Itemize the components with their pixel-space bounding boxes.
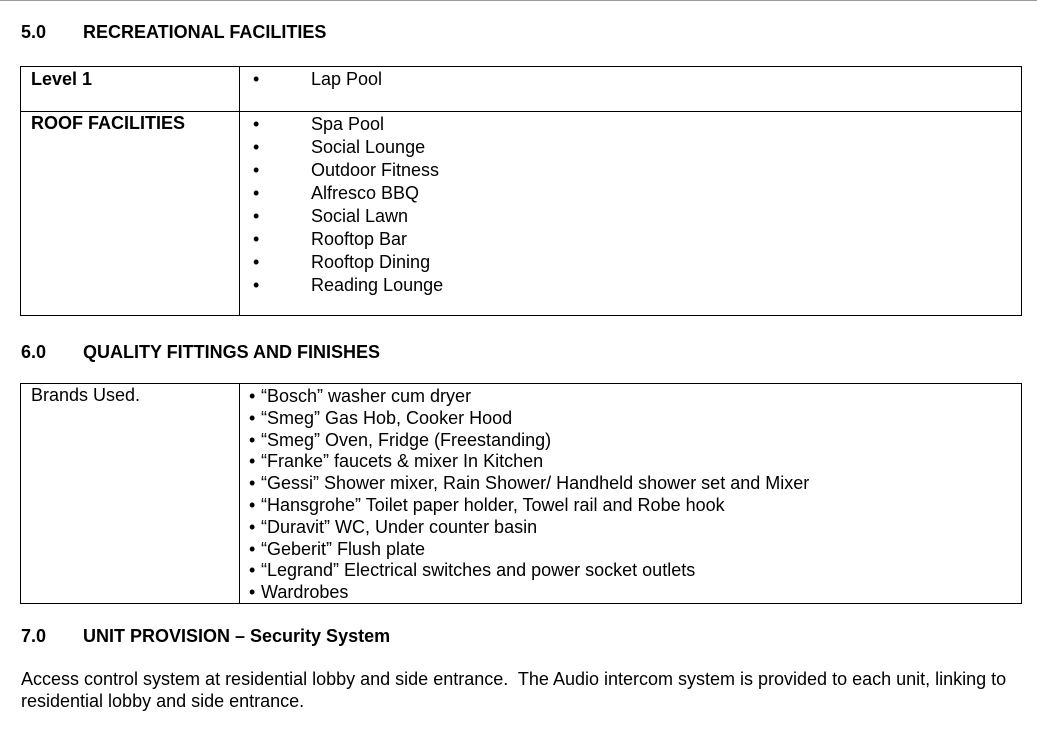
row-items-level-1 bbox=[240, 67, 1022, 112]
list-item: • Spa Pool bbox=[240, 113, 1021, 136]
quality-fittings-table bbox=[20, 383, 1022, 604]
list-item: • Lap Pool bbox=[240, 68, 1021, 91]
list-item: • “Smeg” Oven, Fridge (Freestanding) bbox=[240, 429, 1021, 451]
list-item: • Outdoor Fitness bbox=[240, 159, 1021, 182]
section-5-heading bbox=[21, 21, 326, 43]
list-item: • Social Lounge bbox=[240, 136, 1021, 159]
section-6-title: QUALITY FITTINGS AND FINISHES bbox=[83, 342, 381, 362]
list-item: • “Duravit” WC, Under counter basin bbox=[240, 516, 1021, 538]
list-item: • Reading Lounge bbox=[240, 274, 1021, 297]
list-item: • “Franke” faucets & mixer In Kitchen bbox=[240, 450, 1021, 472]
section-6-heading bbox=[21, 341, 380, 363]
top-rule bbox=[0, 0, 1037, 1]
section-5-title: RECREATIONAL FACILITIES bbox=[83, 22, 327, 42]
list-item: • “Bosch” washer cum dryer bbox=[240, 385, 1021, 407]
table-row bbox=[21, 112, 1022, 316]
list-item: • “Geberit” Flush plate bbox=[240, 538, 1021, 560]
list-item: • “Legrand” Electrical switches and power socket outlets bbox=[240, 559, 1021, 581]
list-item: • Social Lawn bbox=[240, 205, 1021, 228]
recreational-facilities-table bbox=[20, 66, 1022, 316]
row-label-roof-facilities: ROOF FACILITIES bbox=[21, 112, 240, 316]
section-7-title: UNIT PROVISION – Security System bbox=[83, 626, 391, 646]
list-item: • Wardrobes bbox=[240, 581, 1021, 603]
row-label-level-1: Level 1 bbox=[21, 67, 240, 112]
section-6-number: 6.0 bbox=[21, 342, 47, 362]
list-item: • “Gessi” Shower mixer, Rain Shower/ Handheld shower set and Mixer bbox=[240, 472, 1021, 494]
list-item: • “Hansgrohe” Toilet paper holder, Towel rail and Robe hook bbox=[240, 494, 1021, 516]
brands-used-label: Brands Used. bbox=[21, 384, 240, 604]
brands-list-cell bbox=[240, 384, 1022, 604]
section-7-number: 7.0 bbox=[21, 626, 47, 646]
list-item: • “Smeg” Gas Hob, Cooker Hood bbox=[240, 407, 1021, 429]
section-5-number: 5.0 bbox=[21, 22, 47, 42]
table-row bbox=[21, 384, 1022, 604]
list-item: • Rooftop Bar bbox=[240, 228, 1021, 251]
security-system-paragraph: Access control system at residential lobby and side entrance. The Audio intercom system is provided to each unit, linking to residential lobby and side entrance. bbox=[21, 669, 1012, 711]
row-items-roof-facilities bbox=[240, 112, 1022, 316]
list-item: • Rooftop Dining bbox=[240, 251, 1021, 274]
table-row bbox=[21, 67, 1022, 112]
section-7-heading bbox=[21, 625, 390, 647]
list-item: • Alfresco BBQ bbox=[240, 182, 1021, 205]
